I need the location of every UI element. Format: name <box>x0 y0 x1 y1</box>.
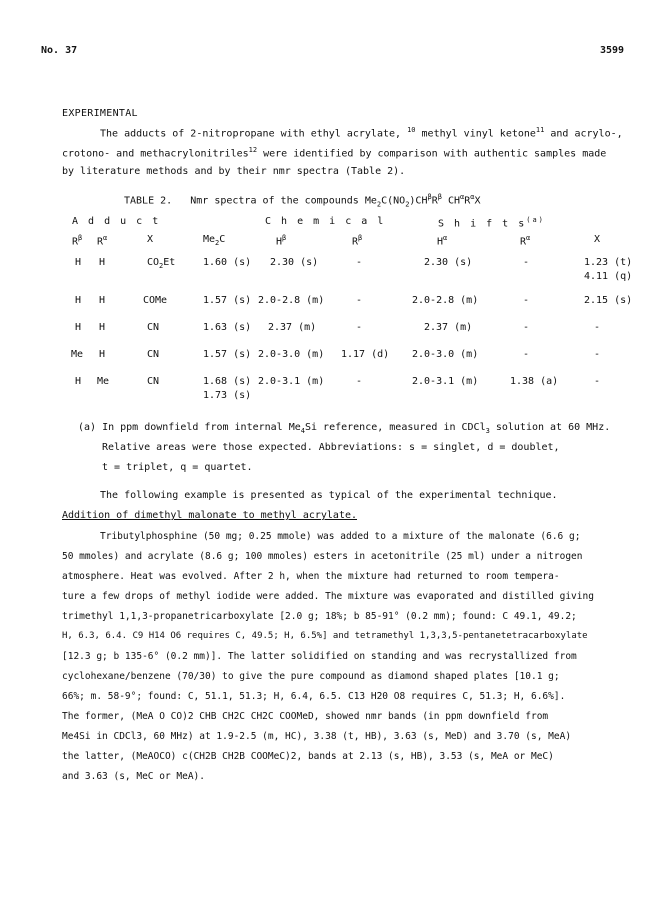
table-cell: - <box>356 376 363 387</box>
table-group-adduct: A d d u c t <box>72 216 161 227</box>
body-line: cyclohexane/benzene (70/30) to give the pure compound as diamond shaped plates [10.1 g; <box>62 671 560 682</box>
table-cell: - <box>356 322 363 333</box>
col-r-beta-shift: $R^\beta$ <box>352 234 363 248</box>
table-cell: 2.30 (s) <box>424 257 473 268</box>
table-cell: 1.17 (d) <box>341 349 390 360</box>
footnote-line-3: t = triplet, q = quartet. <box>102 462 253 473</box>
body-line: [12.3 g; b 135-6° (0.2 mm)]. The latter solidified on standing and was recrystallized from <box>62 651 577 662</box>
procedure-heading: Addition of dimethyl malonate to methyl acrylate. <box>62 510 358 521</box>
table-cell: 2.0-3.1 (m) <box>258 376 325 387</box>
body-line: H, 6.3, 6.4. C9 H14 O6 requires C, 49.5; H, 6.5%] and tetramethyl 1,3,3,5-pentanetetracarboxylate <box>62 631 588 641</box>
body-line: trimethyl 1,1,3-propanetricarboxylate [2.0 g; 18%; b 85-91° (0.2 mm); found: C 49.1, 49.2; <box>62 611 577 622</box>
table-row: H <box>75 295 82 306</box>
col-r-beta: $R^\beta$ <box>72 234 83 248</box>
col-me2c: $Me_2C$ <box>203 234 226 247</box>
body-line: and 3.63 (s, MeC or MeA). <box>62 771 205 782</box>
table-cell: 1.23 (t) <box>584 257 633 268</box>
table-cell: 1.73 (s) <box>203 390 252 401</box>
table-cell: - <box>356 257 363 268</box>
body-line: 50 mmoles) and acrylate (8.6 g; 100 mmoles) esters in acetonitrile (25 ml) under a nitrogen <box>62 551 583 562</box>
table-cell: - <box>356 295 363 306</box>
col-r-alpha-shift: $R^\alpha$ <box>520 234 531 248</box>
section-title: EXPERIMENTAL <box>62 108 138 119</box>
table-group-shifts: S h i f t $s^{(a)}$ <box>438 216 545 230</box>
body-line: Tributylphosphine (50 mg; 0.25 mmole) was added to a mixture of the malonate (6.6 g; <box>100 531 581 542</box>
table-cell: H <box>99 295 106 306</box>
table-cell: - <box>523 257 530 268</box>
table-cell: CN <box>147 322 160 333</box>
table-group-chemical: C h e m i c a l <box>265 216 386 227</box>
table-cell: 2.0-3.0 (m) <box>258 349 325 360</box>
body-line: ture a few drops of methyl iodide were added. The mixture was evaporated and distilled giving <box>62 591 594 602</box>
table-cell: H <box>99 349 106 360</box>
table-cell: 2.30 (s) <box>270 257 319 268</box>
intro-line-2: crotono- and methacrylonitriles$^{12}$ were identified by comparison with authentic samples made <box>62 146 607 160</box>
table-cell: - <box>594 322 601 333</box>
body-line: 66%; m. 58-9°; found: C, 51.1, 51.3; H, 6.4, 6.5. C13 H20 O8 requires C, 51.3; H, 6.6%]. <box>62 691 566 702</box>
table-cell: H <box>99 257 106 268</box>
table-cell: - <box>523 295 530 306</box>
col-h-alpha: $H^\alpha$ <box>437 234 448 248</box>
table-cell: 1.60 (s) <box>203 257 252 268</box>
body-intro: The following example is presented as typical of the experimental technique. <box>100 490 558 501</box>
table-row: H <box>75 257 82 268</box>
table-row: H <box>75 376 82 387</box>
journal-issue: No. 37 <box>41 45 78 56</box>
table-caption: TABLE 2. Nmr spectra of the compounds $Me_2C(NO_2)CH^\beta R^\beta$ $CH^\alpha R^\alpha X$ <box>124 193 481 209</box>
table-cell: 2.0-2.8 (m) <box>258 295 325 306</box>
table-cell: 1.57 (s) <box>203 295 252 306</box>
table-cell: 1.38 (a) <box>510 376 559 387</box>
table-cell: COMe <box>143 295 168 306</box>
table-cell: CN <box>147 376 160 387</box>
table-cell: - <box>523 322 530 333</box>
table-cell: 4.11 (q) <box>584 271 633 282</box>
body-line: atmosphere. Heat was evolved. After 2 h, when the mixture had returned to room tempera- <box>62 571 560 582</box>
table-cell: 2.37 (m) <box>424 322 473 333</box>
table-cell: 1.63 (s) <box>203 322 252 333</box>
table-cell: $CO_2Et$ <box>147 257 176 270</box>
footnote-line-2: Relative areas were those expected. Abbreviations: s = singlet, d = doublet, <box>102 442 560 453</box>
table-label: TABLE 2. <box>124 195 173 207</box>
col-r-alpha: $R^\alpha$ <box>97 234 108 248</box>
intro-line-3: by literature methods and by their nmr spectra (Table 2). <box>62 166 406 177</box>
col-x: X <box>147 234 154 245</box>
table-cell: 2.37 (m) <box>268 322 317 333</box>
col-h-beta: $H^\beta$ <box>276 234 287 248</box>
col-x-shift: X <box>594 234 601 245</box>
page-number: 3599 <box>600 45 625 56</box>
footnote-line-1: (a) In ppm downfield from internal $Me_4Si$ reference, measured in CDCl$_3$ solution at 60 MHz. <box>78 422 611 435</box>
table-cell: - <box>594 376 601 387</box>
table-row: H <box>75 322 82 333</box>
table-cell: CN <box>147 349 160 360</box>
table-cell: Me <box>97 376 110 387</box>
table-row: Me <box>71 349 84 360</box>
table-cell: 2.0-3.0 (m) <box>412 349 479 360</box>
body-line: Me4Si in CDCl3, 60 MHz) at 1.9-2.5 (m, HC), 3.38 (t, HB), 3.63 (s, MeD) and 3.70 (s, MeA) <box>62 731 572 742</box>
table-cell: H <box>99 322 106 333</box>
table-cell: 2.0-2.8 (m) <box>412 295 479 306</box>
table-cell: 2.15 (s) <box>584 295 633 306</box>
table-cell: 2.0-3.1 (m) <box>412 376 479 387</box>
intro-line-1: The adducts of 2-nitropropane with ethyl acrylate, $^{10}$ methyl vinyl ketone$^{11}$ and acrylo-, <box>100 126 623 140</box>
body-line: The former, (MeA O CO)2 CHB CH2C CH2C COOMeD, showed nmr bands (in ppm downfield from <box>62 711 549 722</box>
table-cell: 1.57 (s) <box>203 349 252 360</box>
table-cell: - <box>594 349 601 360</box>
body-line: the latter, (MeAOCO) c(CH2B CH2B COOMeC)2, bands at 2.13 (s, HB), 3.53 (s, MeA or MeC) <box>62 751 554 762</box>
table-cell: - <box>523 349 530 360</box>
table-cell: 1.68 (s) <box>203 376 252 387</box>
